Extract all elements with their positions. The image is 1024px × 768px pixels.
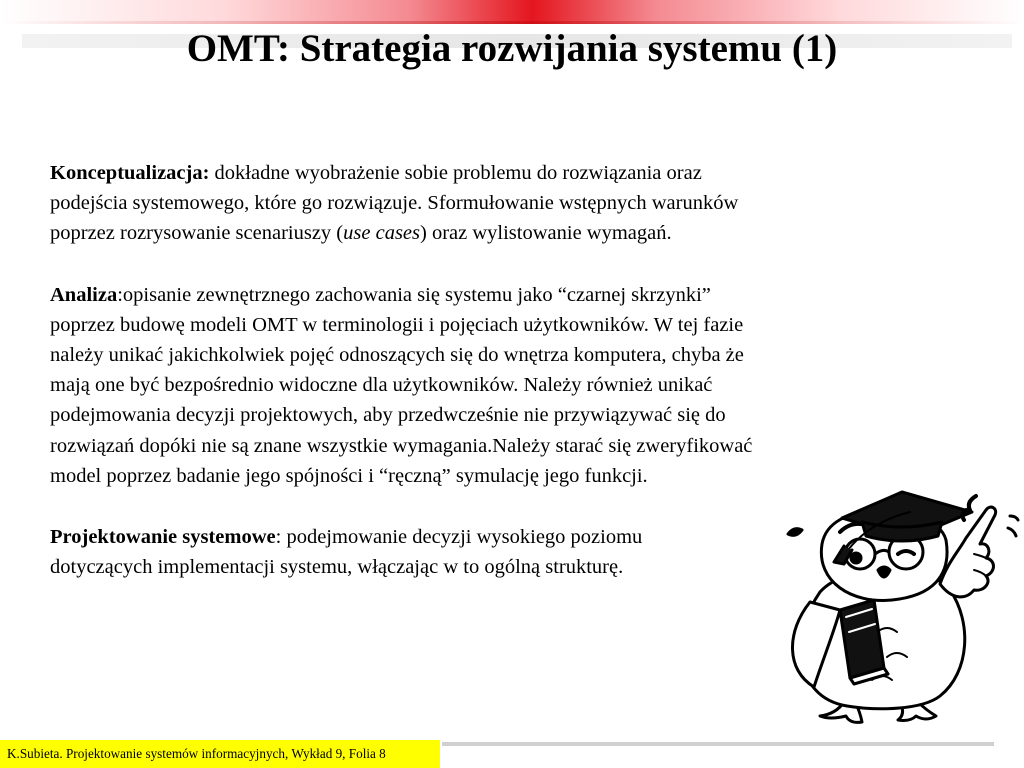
paragraph-line: Analiza:opisanie zewnętrznego zachowania się systemu jako “czarnej skrzynki”	[50, 283, 711, 306]
footer-divider	[442, 742, 994, 746]
paragraph-line: Projektowanie systemowe: podejmowanie decyzji wysokiego poziomu	[50, 526, 643, 549]
paragraph-line: poprzez budowę modeli OMT w terminologii i pojęciach użytkowników. W tej fazie	[50, 313, 744, 336]
footer-caption: K.Subieta. Projektowanie systemów informacyjnych, Wykład 9, Folia 8	[0, 740, 440, 768]
term-system-design: Projektowanie systemowe	[50, 526, 276, 549]
use-cases-emphasis: use cases	[343, 222, 420, 245]
paragraph-line: podejścia systemowego, które go rozwiązuje. Sformułowanie wstępnych warunków	[50, 192, 739, 215]
paragraph-conceptualization	[50, 158, 950, 249]
paragraph-line: dotyczących implementacji systemu, włączając w to ogólną strukturę.	[50, 556, 624, 579]
paragraph-line: należy unikać jakichkolwiek pojęć odnoszących się do wnętrza komputera, chyba że	[50, 344, 744, 367]
slide-title: OMT: Strategia rozwijania systemu (1)	[186, 27, 838, 70]
paragraph-line: mają one być bezpośrednio widoczne dla użytkowników. Należy również unikać	[50, 374, 713, 397]
paragraph-line: podejmowania decyzji projektowych, aby przedwcześnie nie przywiązywać się do	[50, 404, 726, 427]
graduate-owl-illustration	[752, 482, 1024, 730]
paragraph-line: Konceptualizacja: dokładne wyobrażenie sobie problemu do rozwiązania oraz	[50, 162, 702, 184]
paragraph-line: poprzez rozrysowanie scenariuszy (use cases) oraz wylistowanie wymagań.	[50, 222, 672, 245]
term-analysis: Analiza	[50, 283, 118, 306]
paragraph-line: rozwiązań dopóki nie są znane wszystkie wymagania.Należy starać się zweryfikować	[50, 434, 753, 457]
term-conceptualization: Konceptualizacja:	[50, 162, 210, 184]
paragraph-analysis	[50, 280, 950, 491]
header-gradient-band	[0, 0, 1024, 24]
paragraph-line: model poprzez badanie jego spójności i “ręczną” symulację jego funkcji.	[50, 464, 648, 487]
